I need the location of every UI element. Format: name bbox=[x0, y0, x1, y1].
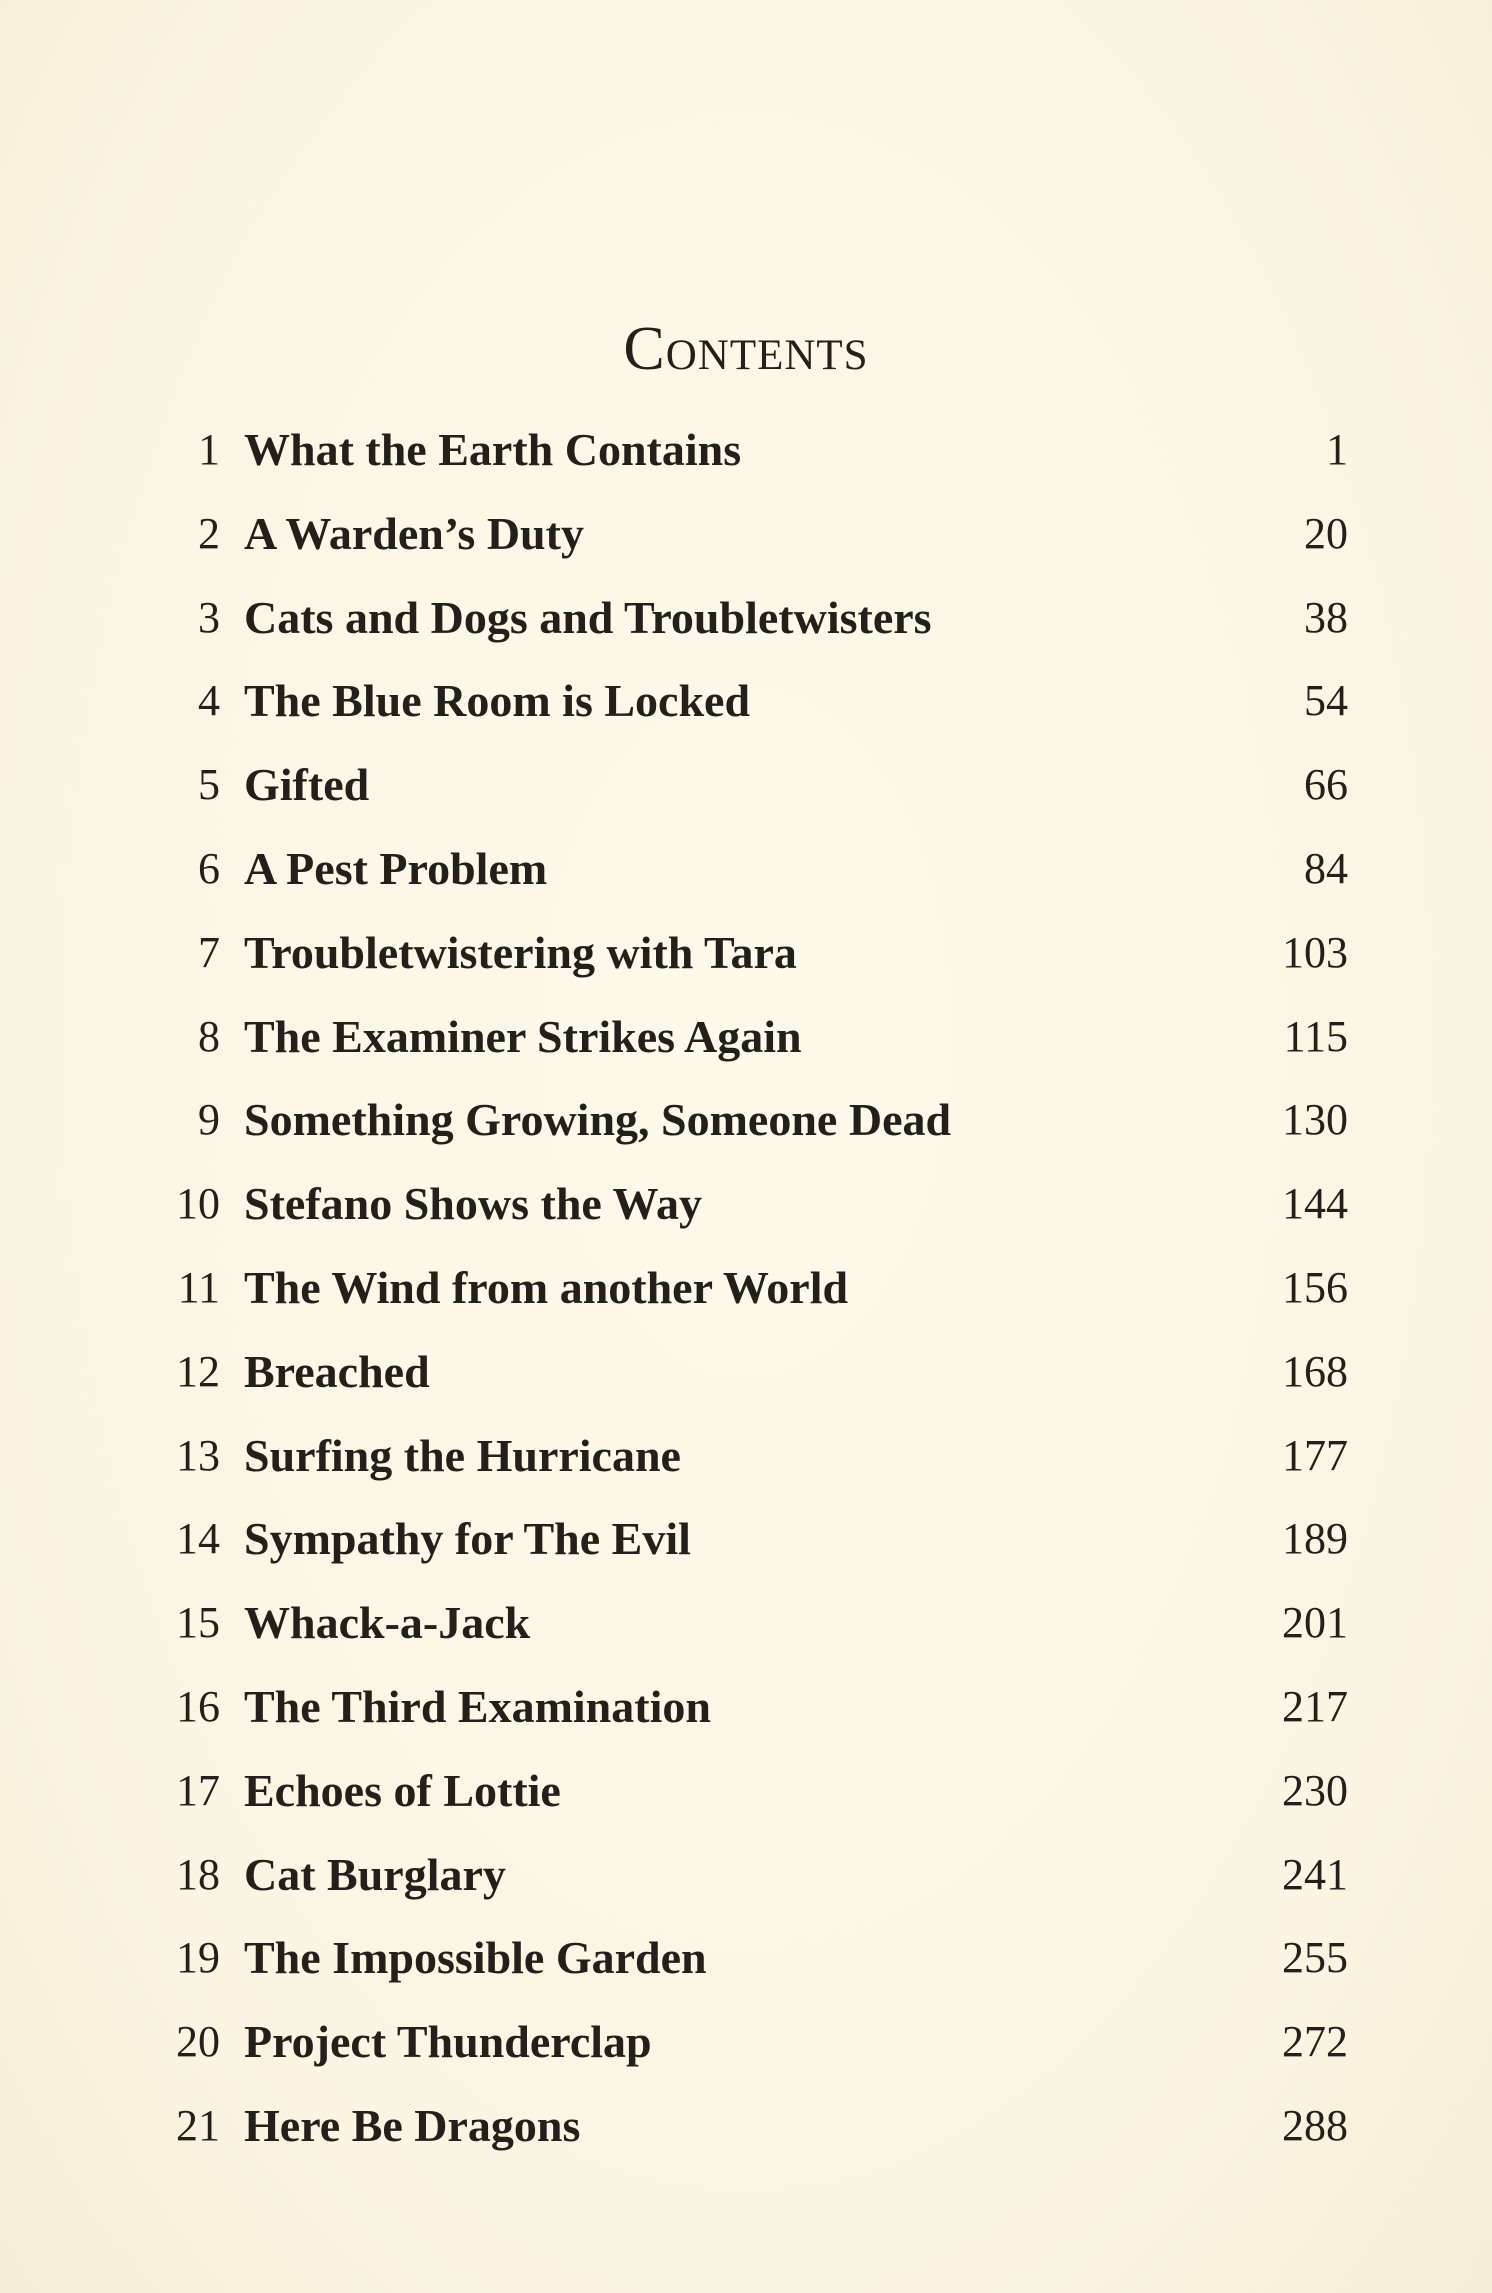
chapter-title: Cat Burglary bbox=[244, 1848, 506, 1900]
chapter-title: Gifted bbox=[244, 759, 370, 811]
chapter-page-number: 38 bbox=[1304, 592, 1348, 642]
chapter-title: The Third Examination bbox=[244, 1680, 711, 1732]
toc-entry bbox=[0, 1509, 1492, 1593]
chapter-number: 11 bbox=[177, 1262, 220, 1312]
toc-entry bbox=[0, 504, 1492, 588]
toc-entry bbox=[0, 588, 1492, 672]
chapter-number: 8 bbox=[198, 1011, 220, 1061]
chapter-number: 15 bbox=[176, 1598, 220, 1648]
chapter-page-number: 177 bbox=[1282, 1430, 1348, 1480]
chapter-page-number: 115 bbox=[1283, 1011, 1348, 1061]
chapter-number: 7 bbox=[198, 927, 220, 977]
toc-entry bbox=[0, 671, 1492, 755]
chapter-page-number: 84 bbox=[1304, 843, 1348, 893]
toc-entry bbox=[0, 1928, 1492, 2012]
chapter-page-number: 230 bbox=[1282, 1765, 1348, 1815]
toc-entry bbox=[0, 1174, 1492, 1258]
chapter-number: 3 bbox=[198, 592, 220, 642]
chapter-number: 10 bbox=[176, 1179, 220, 1229]
chapter-number: 16 bbox=[176, 1681, 220, 1731]
chapter-number: 6 bbox=[198, 843, 220, 893]
chapter-page-number: 66 bbox=[1304, 760, 1348, 810]
chapter-number: 4 bbox=[198, 676, 220, 726]
chapter-number: 2 bbox=[198, 508, 220, 558]
toc-entry bbox=[0, 420, 1492, 504]
chapter-title: The Examiner Strikes Again bbox=[244, 1010, 802, 1062]
chapter-number: 18 bbox=[176, 1849, 220, 1899]
table-of-contents bbox=[0, 420, 1492, 2180]
chapter-number: 5 bbox=[198, 760, 220, 810]
chapter-number: 12 bbox=[176, 1346, 220, 1396]
chapter-page-number: 272 bbox=[1282, 2017, 1348, 2067]
chapter-page-number: 241 bbox=[1282, 1849, 1348, 1899]
chapter-title: Cats and Dogs and Troubletwisters bbox=[244, 591, 932, 643]
chapter-title: What the Earth Contains bbox=[244, 424, 742, 475]
chapter-number: 14 bbox=[176, 1514, 220, 1564]
chapter-number: 13 bbox=[176, 1430, 220, 1480]
toc-entry bbox=[0, 1342, 1492, 1426]
chapter-page-number: 217 bbox=[1282, 1681, 1348, 1731]
page-title: Contents bbox=[623, 315, 869, 383]
chapter-page-number: 168 bbox=[1282, 1346, 1348, 1396]
chapter-title: The Impossible Garden bbox=[244, 1932, 707, 1984]
chapter-page-number: 103 bbox=[1282, 927, 1348, 977]
chapter-page-number: 54 bbox=[1304, 676, 1348, 726]
chapter-title: The Blue Room is Locked bbox=[244, 675, 751, 727]
chapter-number: 20 bbox=[176, 2017, 220, 2067]
chapter-number: 19 bbox=[176, 1933, 220, 1983]
chapter-page-number: 288 bbox=[1282, 2100, 1348, 2150]
chapter-number: 17 bbox=[176, 1765, 220, 1815]
toc-entry bbox=[0, 2012, 1492, 2096]
toc-entry bbox=[0, 1090, 1492, 1174]
toc-entry bbox=[0, 1426, 1492, 1510]
toc-entry bbox=[0, 839, 1492, 923]
chapter-page-number: 20 bbox=[1304, 508, 1348, 558]
chapter-title: Echoes of Lottie bbox=[244, 1764, 561, 1816]
toc-entry bbox=[0, 1845, 1492, 1929]
chapter-title: Something Growing, Someone Dead bbox=[244, 1094, 952, 1146]
chapter-page-number: 130 bbox=[1282, 1095, 1348, 1145]
chapter-page-number: 156 bbox=[1282, 1262, 1348, 1312]
chapter-title: A Warden’s Duty bbox=[244, 507, 584, 559]
chapter-title: A Pest Problem bbox=[244, 842, 548, 894]
chapter-page-number: 189 bbox=[1282, 1514, 1348, 1564]
chapter-title: Stefano Shows the Way bbox=[244, 1178, 702, 1230]
chapter-number: 1 bbox=[198, 425, 220, 474]
toc-entry bbox=[0, 1761, 1492, 1845]
chapter-number: 9 bbox=[198, 1095, 220, 1145]
chapter-page-number: 144 bbox=[1282, 1179, 1348, 1229]
toc-entry bbox=[0, 755, 1492, 839]
chapter-title: Troubletwistering with Tara bbox=[244, 926, 797, 978]
chapter-title: The Wind from another World bbox=[244, 1261, 849, 1313]
toc-entry bbox=[0, 2096, 1492, 2180]
chapter-page-number: 1 bbox=[1326, 425, 1348, 474]
chapter-page-number: 255 bbox=[1282, 1933, 1348, 1983]
chapter-title: Surfing the Hurricane bbox=[244, 1429, 681, 1481]
chapter-number: 21 bbox=[176, 2100, 220, 2150]
chapter-page-number: 201 bbox=[1282, 1598, 1348, 1648]
chapter-title: Sympathy for The Evil bbox=[244, 1513, 691, 1565]
chapter-title: Project Thunderclap bbox=[244, 2016, 652, 2068]
chapter-title: Whack-a-Jack bbox=[244, 1597, 531, 1649]
toc-entry bbox=[0, 1593, 1492, 1677]
chapter-title: Breached bbox=[244, 1345, 430, 1397]
toc-entry bbox=[0, 1258, 1492, 1342]
toc-entry bbox=[0, 923, 1492, 1007]
toc-entry bbox=[0, 1007, 1492, 1091]
toc-entry bbox=[0, 1677, 1492, 1761]
chapter-title: Here Be Dragons bbox=[244, 2099, 581, 2151]
